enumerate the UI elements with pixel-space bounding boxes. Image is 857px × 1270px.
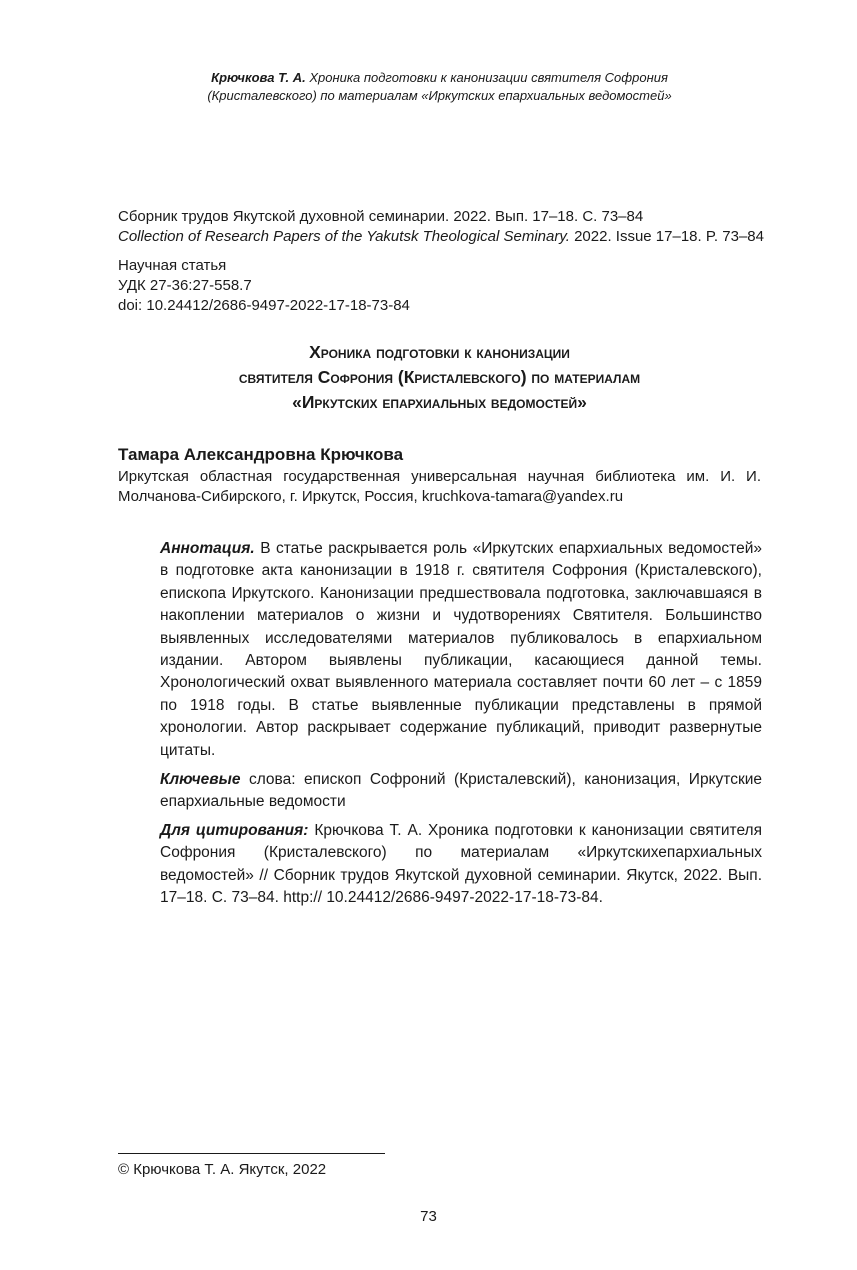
running-head-line1 (118, 69, 761, 87)
page-number: 73 (420, 1208, 437, 1225)
journal-info (118, 207, 764, 247)
article-title (118, 340, 761, 415)
article-title-line3: «Иркутских епархиальных ведомостей» (292, 392, 587, 412)
running-head-author: Крючкова Т. А. (211, 70, 306, 85)
author-affiliation: Иркутская областная государственная универсальная научная библиотека им. И. И. Молчанова-Сибирского, г. Иркутск, Россия, kruchkova-tamara@yandex.ru (118, 468, 761, 505)
article-title-line1: Хроника подготовки к канонизации (309, 342, 570, 362)
udk: УДК 27-36:27-558.7 (118, 277, 252, 294)
article-meta (118, 256, 761, 316)
keywords (160, 769, 762, 814)
citation-label: Для цитирования: (160, 822, 309, 839)
article-title-line2: святителя Софрония (Кристалевского) по материалам (238, 367, 641, 387)
abstract-text: В статье раскрывается роль «Иркутских епархиальных ведомостей» в подготовке акта канонизации в 1918 г. святителя Софрония (Кристалевского), епископа Иркутского. Канонизации предшествовала подготовка, заключавшаяся в накоплении материалов о жизни и чудотворениях Святителя. Большинство выявленных исследователями материалов публиковалось в епархиальном издании. Автором выявлены публикации, касающиеся данной темы. Хронологический охват выявленного материала составляет почти 60 лет – с 1859 по 1918 годы. В статье выявленные публикации представлены в прямой хронологии. Автор раскрывает содержание публикаций, приводит развернутые цитаты. (160, 540, 762, 759)
journal-ru: Сборник трудов Якутской духовной семинарии. 2022. Вып. 17–18. С. 73–84 (118, 208, 644, 225)
keywords-label: Ключевые (160, 771, 241, 788)
footnote-divider (118, 1153, 385, 1154)
journal-en-issue: 2022. Issue 17–18. P. 73–84 (574, 228, 764, 245)
citation-text: Крючкова Т. А. Хроника подготовки к канонизации святителя Софрония (Кристалевского) по материалам «Иркутскихепархиальных ведомостей» // Сборник трудов Якутской духовной семинарии. Якутск, 2022. Вып. 17–18. С. 73–84. http:// 10.24412/2686-9497-2022-17-18-73-84. (160, 822, 762, 907)
running-head-title-part2: (Кристалевского) по материалам «Иркутских епархиальных ведомостей» (207, 88, 672, 103)
journal-en: Collection of Research Papers of the Yakutsk Theological Seminary. (118, 228, 570, 245)
running-head-title-part1: Хроника подготовки к канонизации святителя Софрония (309, 70, 668, 85)
doi: doi: 10.24412/2686-9497-2022-17-18-73-84 (118, 297, 410, 314)
abstract-label: Аннотация. (160, 540, 255, 557)
abstract (160, 538, 762, 762)
copyright: © Крючкова Т. А. Якутск, 2022 (118, 1161, 327, 1178)
journal-en-line (118, 227, 764, 247)
author-name: Тамара Александровна Крючкова (118, 445, 404, 464)
keywords-text: слова: епископ Софроний (Кристалевский), канонизация, Иркутские епархиальные ведомости (160, 771, 762, 811)
article-type: Научная статья (118, 257, 227, 274)
running-head (118, 69, 761, 105)
citation (160, 820, 762, 910)
